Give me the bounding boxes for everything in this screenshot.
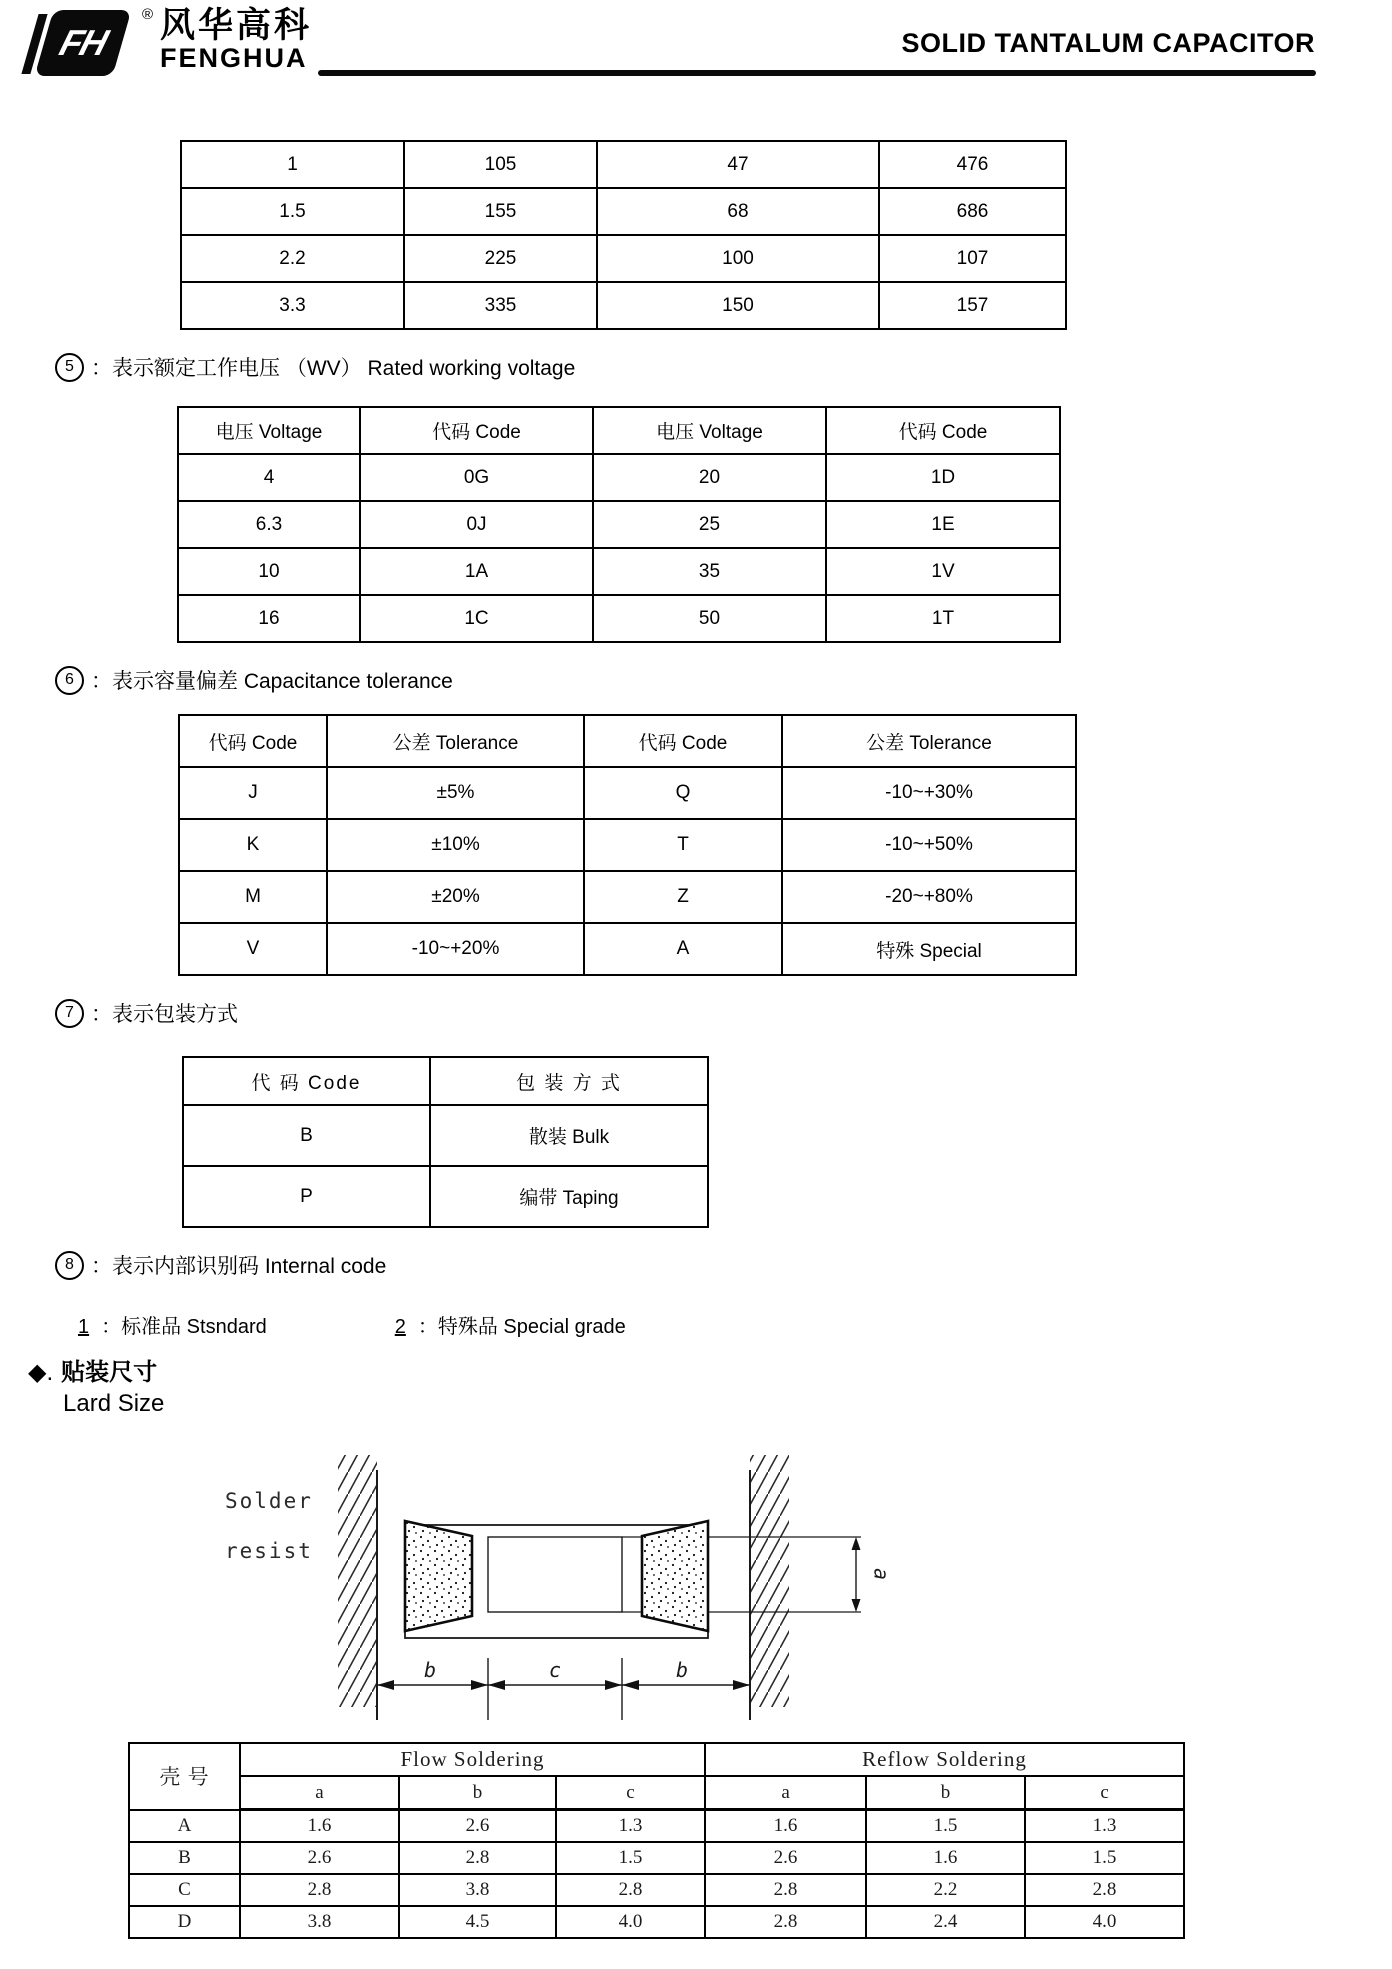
- section-8-heading: [55, 1250, 386, 1280]
- section-6-heading: [55, 665, 453, 695]
- cell: ±10%: [327, 819, 584, 871]
- cell: 68: [597, 188, 879, 235]
- circled-number-icon: 8: [55, 1251, 84, 1280]
- cell: 1.5: [181, 188, 404, 235]
- section-5-heading: [55, 352, 575, 382]
- header-cell: c: [1025, 1776, 1184, 1810]
- lard-size-heading-cn: [28, 1352, 157, 1387]
- logo-monogram-text: FH: [55, 22, 112, 63]
- logo-name-cn: 风华高科: [160, 6, 313, 45]
- cell: K: [179, 819, 327, 871]
- cell: 2.2: [181, 235, 404, 282]
- cell: 6.3: [178, 501, 360, 548]
- table-row: [129, 1842, 1184, 1874]
- cell: -10~+20%: [327, 923, 584, 975]
- arrow-right-wall: [733, 1680, 750, 1690]
- cell: 1V: [826, 548, 1060, 595]
- arrow-b2-left: [622, 1680, 639, 1690]
- dim-b-left-label: b: [423, 1658, 437, 1682]
- cell: 2.8: [240, 1874, 399, 1906]
- table-row: [178, 501, 1060, 548]
- cell: J: [179, 767, 327, 819]
- table-header-row: [183, 1057, 708, 1105]
- left-wall-hatch: [338, 1455, 377, 1707]
- header-cell: 电压 Voltage: [178, 407, 360, 454]
- table-row: [181, 188, 1066, 235]
- row-label: B: [129, 1842, 240, 1874]
- cell: 1.3: [1025, 1810, 1184, 1843]
- cell: M: [179, 871, 327, 923]
- header-cell: 公差 Tolerance: [327, 715, 584, 767]
- corner-cell: 壳 号: [129, 1743, 240, 1810]
- arrow-left-wall: [377, 1680, 394, 1690]
- diamond-bullet-icon: ◆.: [28, 1359, 54, 1386]
- cell: -10~+50%: [782, 819, 1076, 871]
- rated-voltage-table: [177, 406, 1061, 643]
- left-pad-stipple: [405, 1521, 472, 1631]
- header-cell: c: [556, 1776, 705, 1810]
- logo-monogram: [35, 10, 132, 76]
- cell: 1.6: [240, 1810, 399, 1843]
- section-6-text: ：表示容量偏差 Capacitance tolerance: [91, 670, 453, 693]
- table-row: [183, 1166, 708, 1227]
- dim-a-arrow-up: [852, 1537, 861, 1550]
- cell: ±20%: [327, 871, 584, 923]
- cell: 2.8: [399, 1842, 556, 1874]
- cell: 105: [404, 141, 597, 188]
- header-cell: b: [399, 1776, 556, 1810]
- table-header-row: [129, 1743, 1184, 1776]
- table-row: [181, 235, 1066, 282]
- cell: 1.5: [556, 1842, 705, 1874]
- cell: 1E: [826, 501, 1060, 548]
- table-row: [183, 1105, 708, 1166]
- component-inner-rect: [488, 1537, 622, 1612]
- section-5-text: ：表示额定工作电压 （WV） Rated working voltage: [91, 357, 576, 380]
- cell: 1.3: [556, 1810, 705, 1843]
- cell: 50: [593, 595, 826, 642]
- cell: Q: [584, 767, 782, 819]
- right-wall-hatch: [750, 1455, 789, 1707]
- table-row: [179, 923, 1076, 975]
- cell: 编带 Taping: [430, 1166, 708, 1227]
- logo-name-en: FENGHUA: [160, 43, 308, 73]
- cell: 1A: [360, 548, 593, 595]
- dim-c-label: c: [548, 1658, 562, 1682]
- internal-code-1-label: ：标准品 Stsndard: [101, 1316, 267, 1338]
- cell: 2.8: [556, 1874, 705, 1906]
- cell: 2.6: [705, 1842, 866, 1874]
- land-pattern-diagram: [180, 1450, 900, 1740]
- cell: 0J: [360, 501, 593, 548]
- internal-code-2: 2: [394, 1316, 406, 1338]
- group-header-flow: Flow Soldering: [240, 1743, 705, 1776]
- cell: V: [179, 923, 327, 975]
- internal-code-items: [70, 1310, 626, 1339]
- cell: 35: [593, 548, 826, 595]
- cell: -10~+30%: [782, 767, 1076, 819]
- cell: 10: [178, 548, 360, 595]
- internal-code-2-label: ：特殊品 Special grade: [417, 1316, 626, 1338]
- table-row: [181, 282, 1066, 329]
- header-cell: 公差 Tolerance: [782, 715, 1076, 767]
- header-cell: 代 码 Code: [183, 1057, 430, 1105]
- registered-trademark-icon: ®: [142, 6, 154, 23]
- header-cell: 代码 Code: [826, 407, 1060, 454]
- cell: 2.8: [705, 1874, 866, 1906]
- group-header-reflow: Reflow Soldering: [705, 1743, 1184, 1776]
- header-rule: [318, 70, 1316, 76]
- cell: 225: [404, 235, 597, 282]
- header-cell: a: [705, 1776, 866, 1810]
- cell: 1.5: [866, 1810, 1025, 1843]
- cell: 3.8: [399, 1874, 556, 1906]
- header-cell: 包 装 方 式: [430, 1057, 708, 1105]
- cell: B: [183, 1105, 430, 1166]
- cell: 686: [879, 188, 1066, 235]
- cell: 4.0: [556, 1906, 705, 1938]
- section-7-heading: [55, 998, 238, 1028]
- cell: 47: [597, 141, 879, 188]
- solder-label: Solder: [225, 1489, 313, 1513]
- section-8-text: ：表示内部识别码 Internal code: [91, 1255, 387, 1278]
- cell: 100: [597, 235, 879, 282]
- dim-a-label: a: [869, 1567, 894, 1581]
- cell: 特殊 Special: [782, 923, 1076, 975]
- cell: 1.6: [705, 1810, 866, 1843]
- dim-b-right-label: b: [675, 1658, 689, 1682]
- table-header-row: [179, 715, 1076, 767]
- right-pad-stipple: [642, 1521, 708, 1631]
- cell: 25: [593, 501, 826, 548]
- cell: 20: [593, 454, 826, 501]
- cell: 476: [879, 141, 1066, 188]
- cell: P: [183, 1166, 430, 1227]
- header-cell: 代码 Code: [179, 715, 327, 767]
- section-7-text: ：表示包装方式: [91, 1003, 238, 1026]
- table-row: [179, 767, 1076, 819]
- cell: 335: [404, 282, 597, 329]
- resist-label: resist: [225, 1539, 313, 1563]
- cell: 4: [178, 454, 360, 501]
- table-row: [178, 454, 1060, 501]
- table-row: [178, 595, 1060, 642]
- internal-code-1: 1: [78, 1316, 90, 1338]
- header-cell: 代码 Code: [360, 407, 593, 454]
- capacitance-code-table: [180, 140, 1067, 330]
- arrow-c-right: [605, 1680, 622, 1690]
- cell: 2.6: [399, 1810, 556, 1843]
- land-size-table: [128, 1742, 1185, 1939]
- cell: 3.3: [181, 282, 404, 329]
- table-row: [129, 1810, 1184, 1843]
- circled-number-icon: 5: [55, 353, 84, 382]
- cell: 0G: [360, 454, 593, 501]
- cell: T: [584, 819, 782, 871]
- cell: 157: [879, 282, 1066, 329]
- row-label: D: [129, 1906, 240, 1938]
- table-header-row: [178, 407, 1060, 454]
- cell: 16: [178, 595, 360, 642]
- table-subheader-row: [129, 1776, 1184, 1810]
- tolerance-table: [178, 714, 1077, 976]
- table-row: [129, 1906, 1184, 1938]
- cell: 3.8: [240, 1906, 399, 1938]
- cell: 2.8: [1025, 1874, 1184, 1906]
- cell: 2.2: [866, 1874, 1025, 1906]
- arrow-c-left: [488, 1680, 505, 1690]
- cell: 1.5: [1025, 1842, 1184, 1874]
- cell: Z: [584, 871, 782, 923]
- cell: 2.4: [866, 1906, 1025, 1938]
- header-cell: a: [240, 1776, 399, 1810]
- cell: 1D: [826, 454, 1060, 501]
- cell: 107: [879, 235, 1066, 282]
- header-cell: 代码 Code: [584, 715, 782, 767]
- arrow-b-right: [471, 1680, 488, 1690]
- cell: 4.0: [1025, 1906, 1184, 1938]
- circled-number-icon: 7: [55, 999, 84, 1028]
- cell: 1T: [826, 595, 1060, 642]
- cell: 2.8: [705, 1906, 866, 1938]
- row-label: C: [129, 1874, 240, 1906]
- dim-a-arrow-down: [852, 1599, 861, 1612]
- header-cell: b: [866, 1776, 1025, 1810]
- table-row: [181, 141, 1066, 188]
- cell: 1C: [360, 595, 593, 642]
- lard-size-heading-en: Lard Size: [63, 1390, 165, 1417]
- fenghua-logo-icon: [30, 10, 130, 76]
- cell: ±5%: [327, 767, 584, 819]
- header-cell: 电压 Voltage: [593, 407, 826, 454]
- table-row: [129, 1874, 1184, 1906]
- cell: 155: [404, 188, 597, 235]
- cell: 散装 Bulk: [430, 1105, 708, 1166]
- cell: 1: [181, 141, 404, 188]
- page-title: SOLID TANTALUM CAPACITOR: [901, 28, 1315, 58]
- table-row: [178, 548, 1060, 595]
- cell: 2.6: [240, 1842, 399, 1874]
- logo-text: [160, 8, 312, 72]
- table-row: [179, 819, 1076, 871]
- lard-size-cn: 贴装尺寸: [61, 1359, 158, 1386]
- packaging-table: [182, 1056, 709, 1228]
- row-label: A: [129, 1810, 240, 1843]
- circled-number-icon: 6: [55, 666, 84, 695]
- cell: 150: [597, 282, 879, 329]
- cell: A: [584, 923, 782, 975]
- cell: 1.6: [866, 1842, 1025, 1874]
- cell: 4.5: [399, 1906, 556, 1938]
- cell: -20~+80%: [782, 871, 1076, 923]
- table-row: [179, 871, 1076, 923]
